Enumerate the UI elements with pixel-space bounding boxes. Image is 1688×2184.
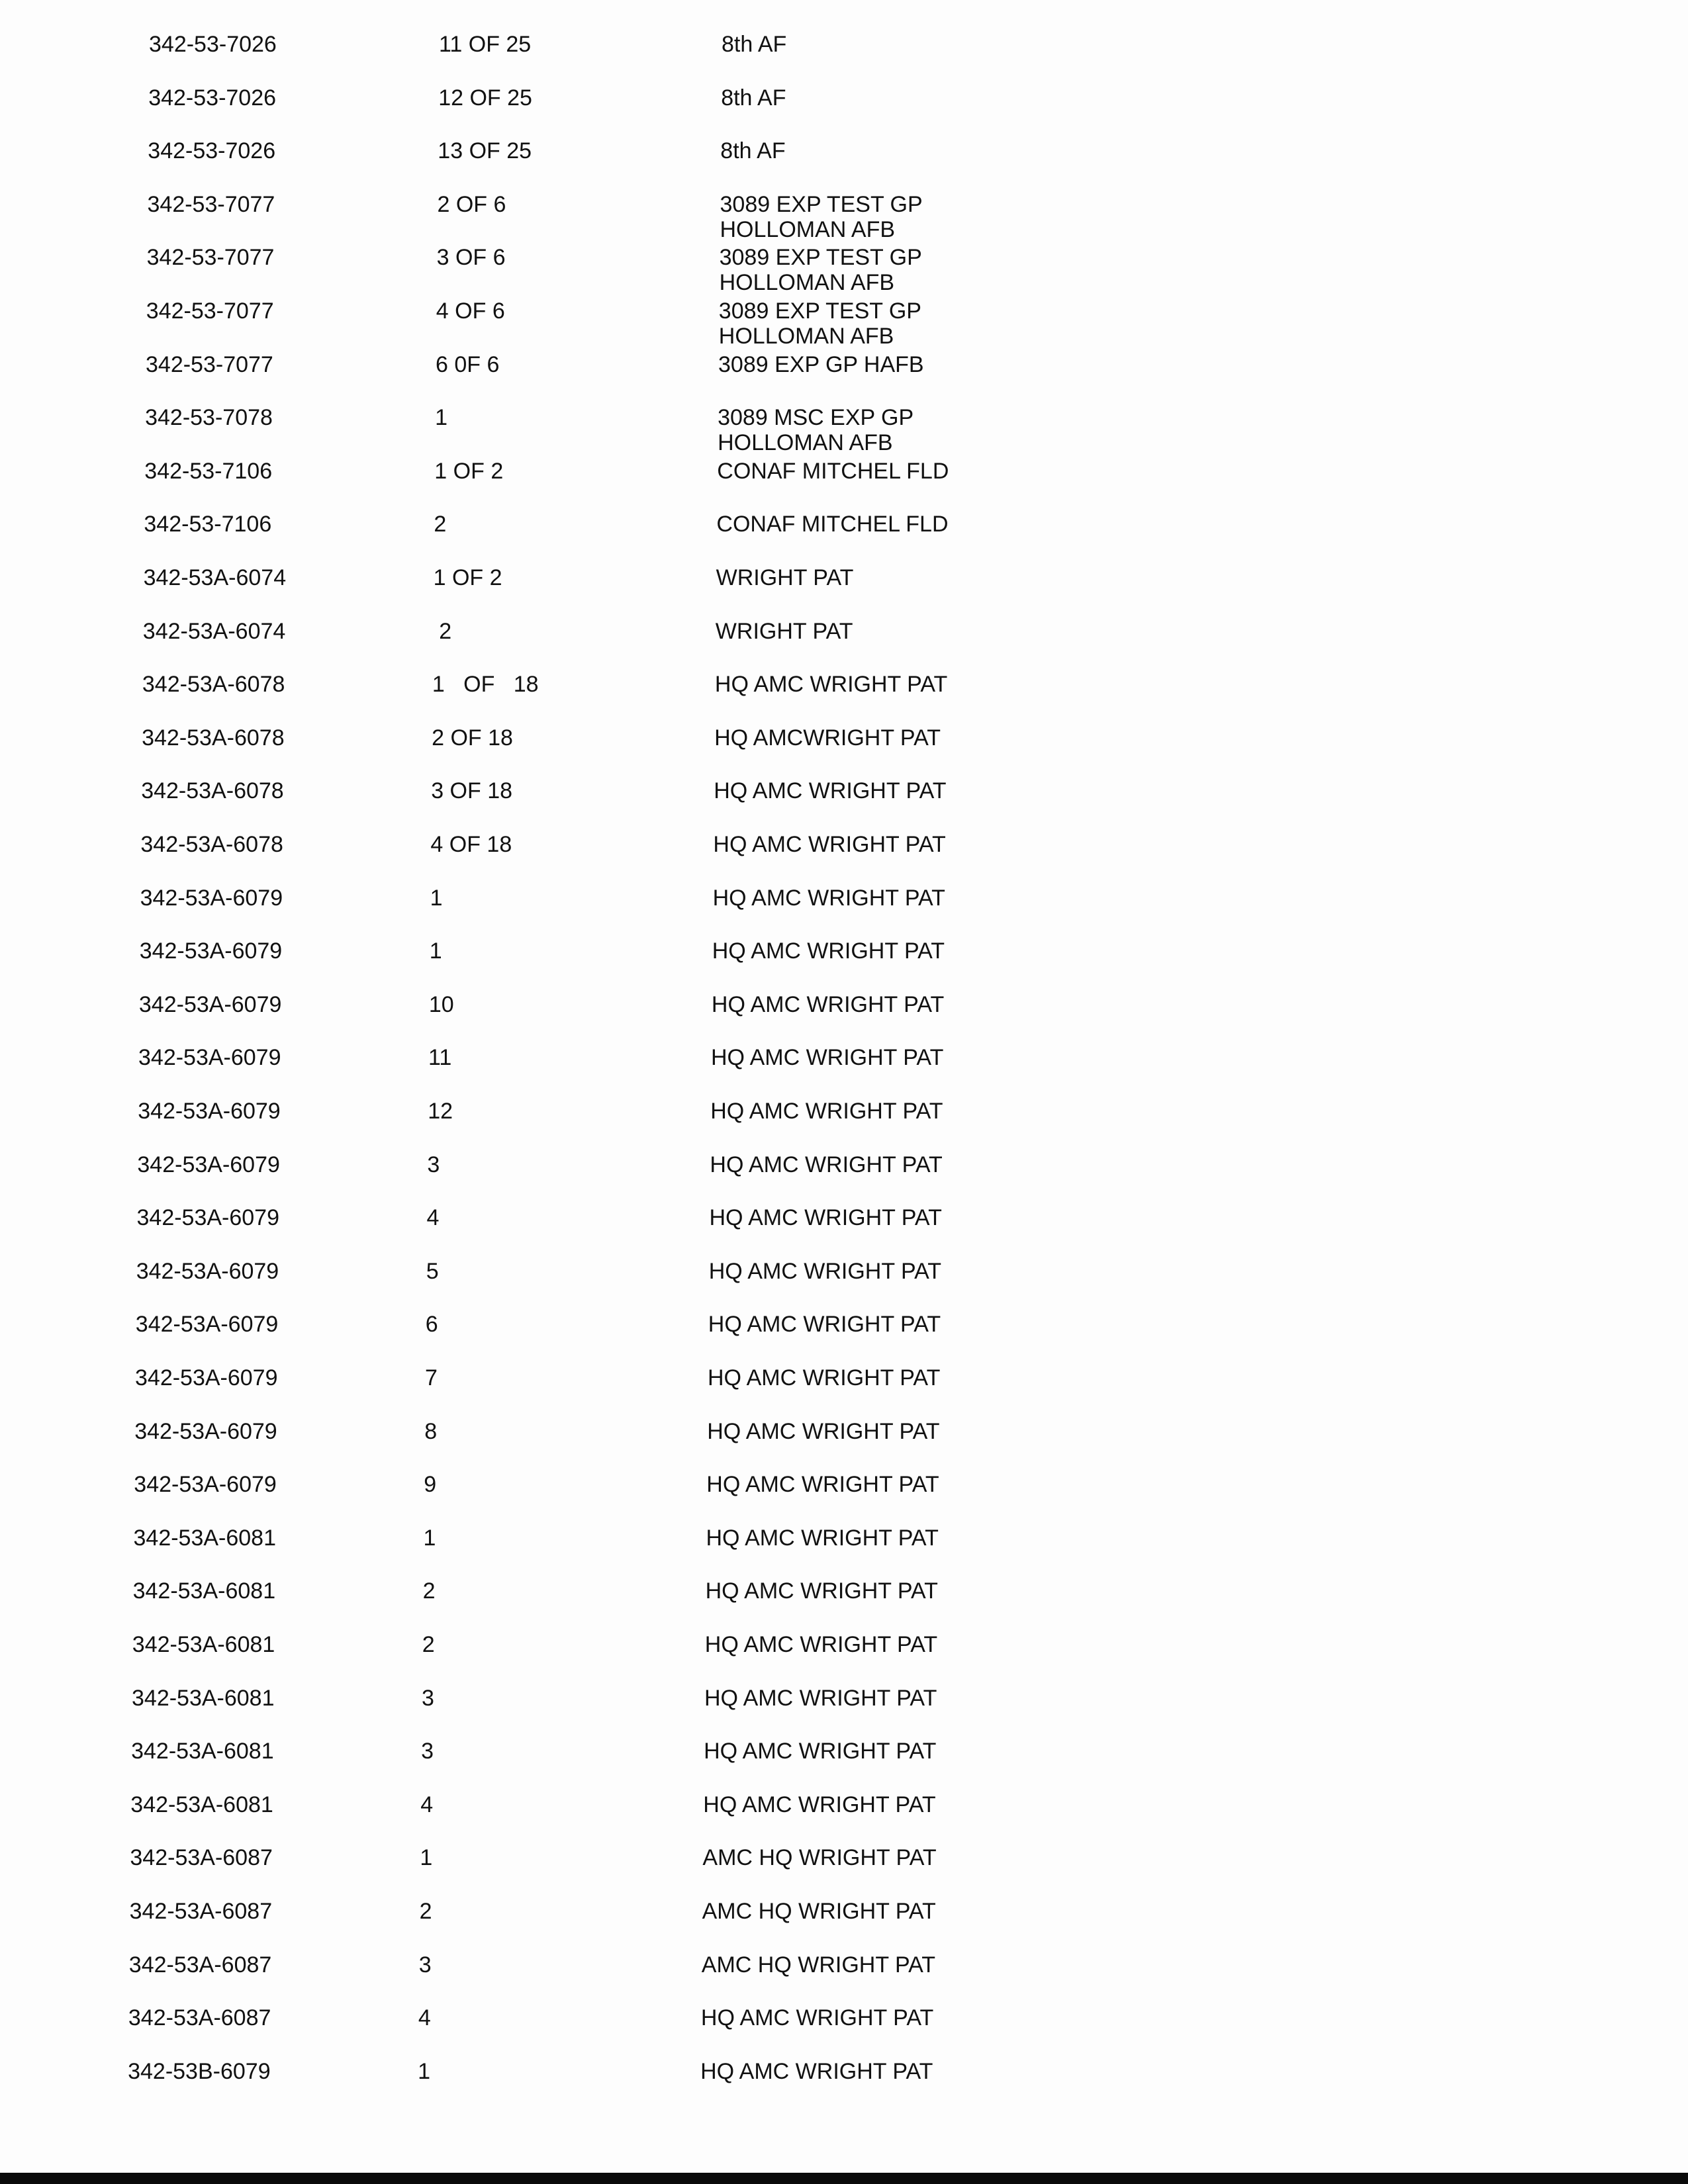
record-unit [701,2005,1297,2030]
record-row [0,1045,1677,1098]
record-row [0,1365,1674,1418]
record-part: 3 OF 6 [436,245,506,270]
record-unit-line: WRIGHT PAT [716,565,854,590]
record-unit-line: HQ AMC WRIGHT PAT [711,992,945,1017]
record-unit [717,459,1313,484]
record-row [0,1312,1675,1365]
record-row [0,725,1681,778]
record-unit [720,192,1316,242]
record-unit-line: HQ AMC WRIGHT PAT [703,1792,936,1817]
record-unit-line: AMC HQ WRIGHT PAT [701,1952,936,1978]
record-id: 342-53A-6081 [132,1686,275,1711]
record-id: 342-53-7077 [146,352,273,377]
record-unit-line: HQ AMCWRIGHT PAT [714,725,941,751]
record-unit-line: 8th AF [721,85,786,111]
record-part: 1 [435,405,448,430]
record-row [0,938,1679,991]
record-unit [719,298,1315,349]
record-part: 3 [421,1739,434,1764]
record-unit [716,565,1312,590]
record-id: 342-53-7026 [148,85,277,111]
record-unit [700,2059,1296,2084]
record-id: 342-53A-6079 [138,992,282,1017]
record-id: 342-53A-6079 [137,1152,280,1177]
record-part: 2 [422,1632,435,1657]
record-part: 1 [418,2059,431,2084]
record-unit [705,1632,1301,1657]
record-unit-line: 3089 EXP GP HAFB [718,352,924,377]
record-row [0,459,1683,512]
record-unit-line: 3089 MSC EXP GP [718,405,914,430]
record-row [0,1259,1675,1312]
record-row [0,1792,1669,1845]
record-unit-line: HQ AMC WRIGHT PAT [705,1578,938,1604]
record-unit [708,1312,1304,1337]
record-part: 2 OF 18 [432,725,513,751]
record-unit-line: HQ AMC WRIGHT PAT [707,1419,940,1444]
record-id: 342-53A-6079 [140,886,283,911]
record-row [0,1686,1671,1739]
record-unit [712,938,1308,964]
record-unit [710,1099,1306,1124]
record-unit [706,1578,1301,1604]
record-row [0,1899,1669,1952]
record-id: 342-53A-6079 [139,938,283,964]
record-row [0,992,1678,1045]
record-row [0,1099,1677,1152]
record-unit-line: HOLLOMAN AFB [719,270,895,295]
record-row [0,1152,1676,1205]
record-row [0,1472,1673,1525]
record-unit [721,85,1317,111]
record-id: 342-53A-6074 [143,565,287,590]
record-part: 4 [418,2005,431,2030]
record-part: 11 OF 25 [439,32,532,57]
record-unit [712,992,1307,1017]
record-row [0,138,1687,191]
record-part: 4 OF 18 [430,832,512,857]
record-unit-line: HQ AMC WRIGHT PAT [704,1739,937,1764]
record-id: 342-53A-6081 [130,1792,273,1817]
record-unit [710,1205,1305,1230]
record-unit [716,619,1311,644]
record-id: 342-53A-6081 [133,1525,277,1551]
record-unit-line: WRIGHT PAT [715,619,853,644]
record-unit-line: HQ AMC WRIGHT PAT [711,1045,944,1070]
record-row [0,1525,1673,1578]
record-id: 342-53A-6078 [140,832,283,857]
record-unit-line: HQ AMC WRIGHT PAT [700,2005,934,2030]
record-part: 12 OF 25 [438,85,532,111]
record-row [0,1419,1673,1472]
record-row [0,32,1688,85]
record-unit [720,245,1315,295]
record-part: 13 OF 25 [438,138,532,163]
record-unit [718,405,1313,455]
record-unit [704,1686,1300,1711]
record-unit-line: 8th AF [722,32,787,57]
record-unit-line: 3089 EXP TEST GP [719,245,922,270]
record-row [0,2005,1667,2058]
record-part: 2 [434,512,447,537]
scan-edge-bar [0,2173,1688,2184]
record-row [0,85,1687,138]
record-row [0,1952,1668,2005]
record-row [0,886,1679,938]
record-unit-line: AMC HQ WRIGHT PAT [702,1845,937,1870]
record-id: 342-53A-6074 [142,619,286,644]
record-row [0,405,1684,458]
record-part: 3 [418,1952,432,1978]
record-unit-line: HQ AMC WRIGHT PAT [706,1525,939,1551]
record-part: 5 [426,1259,439,1284]
record-unit-line: 3089 EXP TEST GP [720,192,923,217]
record-unit [702,1845,1298,1870]
record-unit-line: HQ AMC WRIGHT PAT [710,1099,943,1124]
record-unit-line: HQ AMC WRIGHT PAT [714,778,947,803]
record-part: 3 [422,1686,434,1711]
record-unit-line: HQ AMC WRIGHT PAT [712,886,945,911]
record-unit-line: HQ AMC WRIGHT PAT [704,1686,937,1711]
record-part: 6 0F 6 [436,352,500,377]
record-unit [704,1739,1299,1764]
record-part: 12 [428,1099,453,1124]
record-id: 342-53A-6079 [136,1259,279,1284]
record-part: 8 [424,1419,438,1444]
record-part: 1 [423,1525,436,1551]
record-part: 4 OF 6 [436,298,505,324]
record-row [0,1578,1672,1631]
record-unit [713,886,1309,911]
record-row [0,1632,1671,1685]
record-unit-line: HQ AMC WRIGHT PAT [708,1365,941,1390]
record-unit [715,672,1311,697]
record-id: 342-53A-6078 [141,778,284,803]
record-unit [708,1365,1303,1390]
record-part: 1 OF 2 [433,565,502,590]
record-row [0,619,1682,672]
record-unit-line: 8th AF [720,138,786,163]
record-id: 342-53-7077 [147,192,275,217]
record-part: 6 [425,1312,438,1337]
record-unit-line: AMC HQ WRIGHT PAT [702,1899,936,1924]
record-unit [706,1525,1302,1551]
record-unit [711,1045,1307,1070]
record-unit-line: HOLLOMAN AFB [718,430,893,455]
record-row [0,352,1685,405]
record-unit-line: HQ AMC WRIGHT PAT [709,1205,942,1230]
record-unit-line: HOLLOMAN AFB [718,324,894,349]
record-part: 1 OF 18 [432,672,539,697]
record-part: 3 [427,1152,440,1177]
record-unit [714,778,1309,803]
record-id: 342-53A-6087 [128,1952,272,1978]
record-unit [707,1419,1303,1444]
record-unit [716,512,1312,537]
record-row [0,298,1685,351]
record-id: 342-53A-6078 [142,672,285,697]
record-part: 3 OF 18 [431,778,513,803]
record-part: 1 OF 2 [434,459,504,484]
record-unit-line: HOLLOMAN AFB [720,217,896,242]
record-id: 342-53A-6087 [130,1845,273,1870]
record-unit-line: HQ AMC WRIGHT PAT [710,1152,943,1177]
record-unit [702,1899,1298,1924]
record-row [0,245,1686,298]
record-id: 342-53-7078 [145,405,273,430]
record-row [0,1739,1670,1792]
record-unit-line: HQ AMC WRIGHT PAT [708,1312,941,1337]
record-part: 9 [424,1472,437,1497]
record-row [0,778,1680,831]
record-row [0,2059,1667,2112]
record-id: 342-53-7026 [149,32,277,57]
record-row [0,565,1683,618]
record-unit-line: HQ AMC WRIGHT PAT [700,2059,933,2084]
record-id: 342-53B-6079 [128,2059,271,2084]
record-unit [702,1952,1297,1978]
record-id: 342-53A-6079 [135,1312,279,1337]
record-id: 342-53A-6079 [138,1045,281,1070]
record-unit [722,32,1317,57]
record-unit [718,352,1314,377]
record-id: 342-53-7077 [146,245,275,270]
record-part: 1 [430,886,443,911]
record-unit [720,138,1316,163]
record-part: 1 [420,1845,433,1870]
record-id: 342-53A-6081 [132,1578,276,1604]
record-part: 1 [429,938,442,964]
record-id: 342-53-7106 [144,459,273,484]
record-unit-line: HQ AMC WRIGHT PAT [706,1472,939,1497]
record-unit [714,725,1310,751]
record-unit-line: HQ AMC WRIGHT PAT [714,672,948,697]
record-part: 11 [428,1045,452,1070]
record-id: 342-53-7106 [144,512,272,537]
record-row [0,512,1683,565]
record-id: 342-53A-6079 [136,1205,280,1230]
record-id: 342-53A-6078 [142,725,285,751]
record-id: 342-53-7077 [146,298,274,324]
record-unit-line: HQ AMC WRIGHT PAT [713,832,946,857]
record-unit [710,1152,1305,1177]
record-id: 342-53A-6087 [129,1899,273,1924]
record-unit-line: CONAF MITCHEL FLD [716,512,949,537]
record-unit-line: 3089 EXP TEST GP [718,298,921,324]
record-part: 2 [422,1578,436,1604]
record-unit-line: HQ AMC WRIGHT PAT [704,1632,938,1657]
record-unit [713,832,1309,857]
record-row [0,192,1687,245]
record-unit [703,1792,1299,1817]
record-id: 342-53A-6079 [138,1099,281,1124]
record-unit-line: HQ AMC WRIGHT PAT [712,938,945,964]
record-part: 7 [425,1365,438,1390]
record-id: 342-53A-6079 [134,1472,277,1497]
record-row [0,832,1679,885]
record-part: 4 [420,1792,434,1817]
record-unit-line: HQ AMC WRIGHT PAT [708,1259,942,1284]
record-unit [709,1259,1305,1284]
record-row [0,1205,1676,1258]
record-id: 342-53A-6081 [131,1739,274,1764]
record-part: 2 [419,1899,432,1924]
record-unit [706,1472,1302,1497]
record-row [0,1845,1669,1898]
record-row [0,672,1681,725]
record-id: 342-53A-6079 [134,1419,277,1444]
record-id: 342-53A-6087 [128,2005,271,2030]
record-id: 342-53A-6079 [135,1365,278,1390]
record-part: 2 [432,619,452,644]
record-id: 342-53A-6081 [132,1632,275,1657]
record-part: 2 OF 6 [437,192,506,217]
record-unit-line: CONAF MITCHEL FLD [717,459,949,484]
record-id: 342-53-7026 [148,138,276,163]
record-part: 10 [428,992,454,1017]
record-part: 4 [426,1205,440,1230]
